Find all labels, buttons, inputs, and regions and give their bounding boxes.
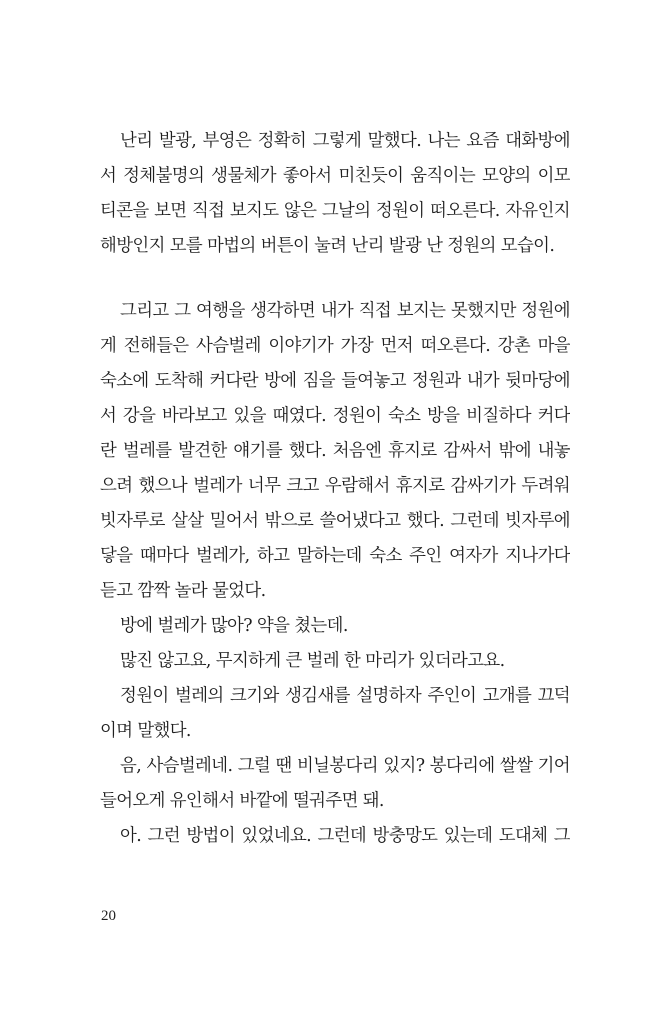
dialogue-line: 이며 말했다.: [100, 721, 191, 741]
text-line: 서 강을 바라보고 있을 때였다. 정원이 숙소 방을 비질하다 커다: [100, 406, 570, 426]
text-line: 숙소에 도착해 커다란 방에 짐을 들여놓고 정원과 내가 뒷마당에: [100, 371, 570, 391]
dialogue-line: 들어오게 유인해서 바깥에 떨궈주면 돼.: [100, 791, 384, 811]
page-number: 20: [101, 908, 116, 924]
text-line: 게 전해들은 사슴벌레 이야기가 가장 먼저 떠오른다. 강촌 마을: [100, 336, 570, 356]
text-line: 티콘을 보면 직접 보지도 않은 그날의 정원이 떠오른다. 자유인지: [100, 201, 570, 221]
dialogue-line: 정원이 벌레의 크기와 생김새를 설명하자 주인이 고개를 끄덕: [120, 686, 570, 706]
text-line: 난리 발광, 부영은 정확히 그렇게 말했다. 나는 요즘 대화방에: [120, 131, 570, 151]
text-line: 으려 했으나 벌레가 너무 크고 우람해서 휴지로 감싸기가 두려워: [100, 476, 570, 496]
text-line: 빗자루로 살살 밀어서 밖으로 쓸어냈다고 했다. 그런데 빗자루에: [100, 511, 570, 531]
dialogue-line: 많진 않고요, 무지하게 큰 벌레 한 마리가 있더라고요.: [120, 651, 505, 671]
text-line: 란 벌레를 발견한 얘기를 했다. 처음엔 휴지로 감싸서 밖에 내놓: [100, 441, 570, 461]
dialogue-line: 방에 벌레가 많아? 약을 쳤는데.: [120, 616, 348, 636]
text-line: 서 정체불명의 생물체가 좋아서 미친듯이 움직이는 모양의 이모: [100, 166, 570, 186]
text-line: 듣고 깜짝 놀라 물었다.: [100, 581, 266, 601]
text-line: 닿을 때마다 벌레가, 하고 말하는데 숙소 주인 여자가 지나가다: [100, 546, 570, 566]
dialogue-line: 아. 그런 방법이 있었네요. 그런데 방충망도 있는데 도대체 그: [120, 826, 570, 846]
text-line: 해방인지 모를 마법의 버튼이 눌려 난리 발광 난 정원의 모습이.: [100, 236, 555, 256]
dialogue-line: 음, 사슴벌레네. 그럴 땐 비닐봉다리 있지? 봉다리에 쌀쌀 기어: [120, 756, 570, 776]
text-line: 그리고 그 여행을 생각하면 내가 직접 보지는 못했지만 정원에: [120, 301, 570, 321]
